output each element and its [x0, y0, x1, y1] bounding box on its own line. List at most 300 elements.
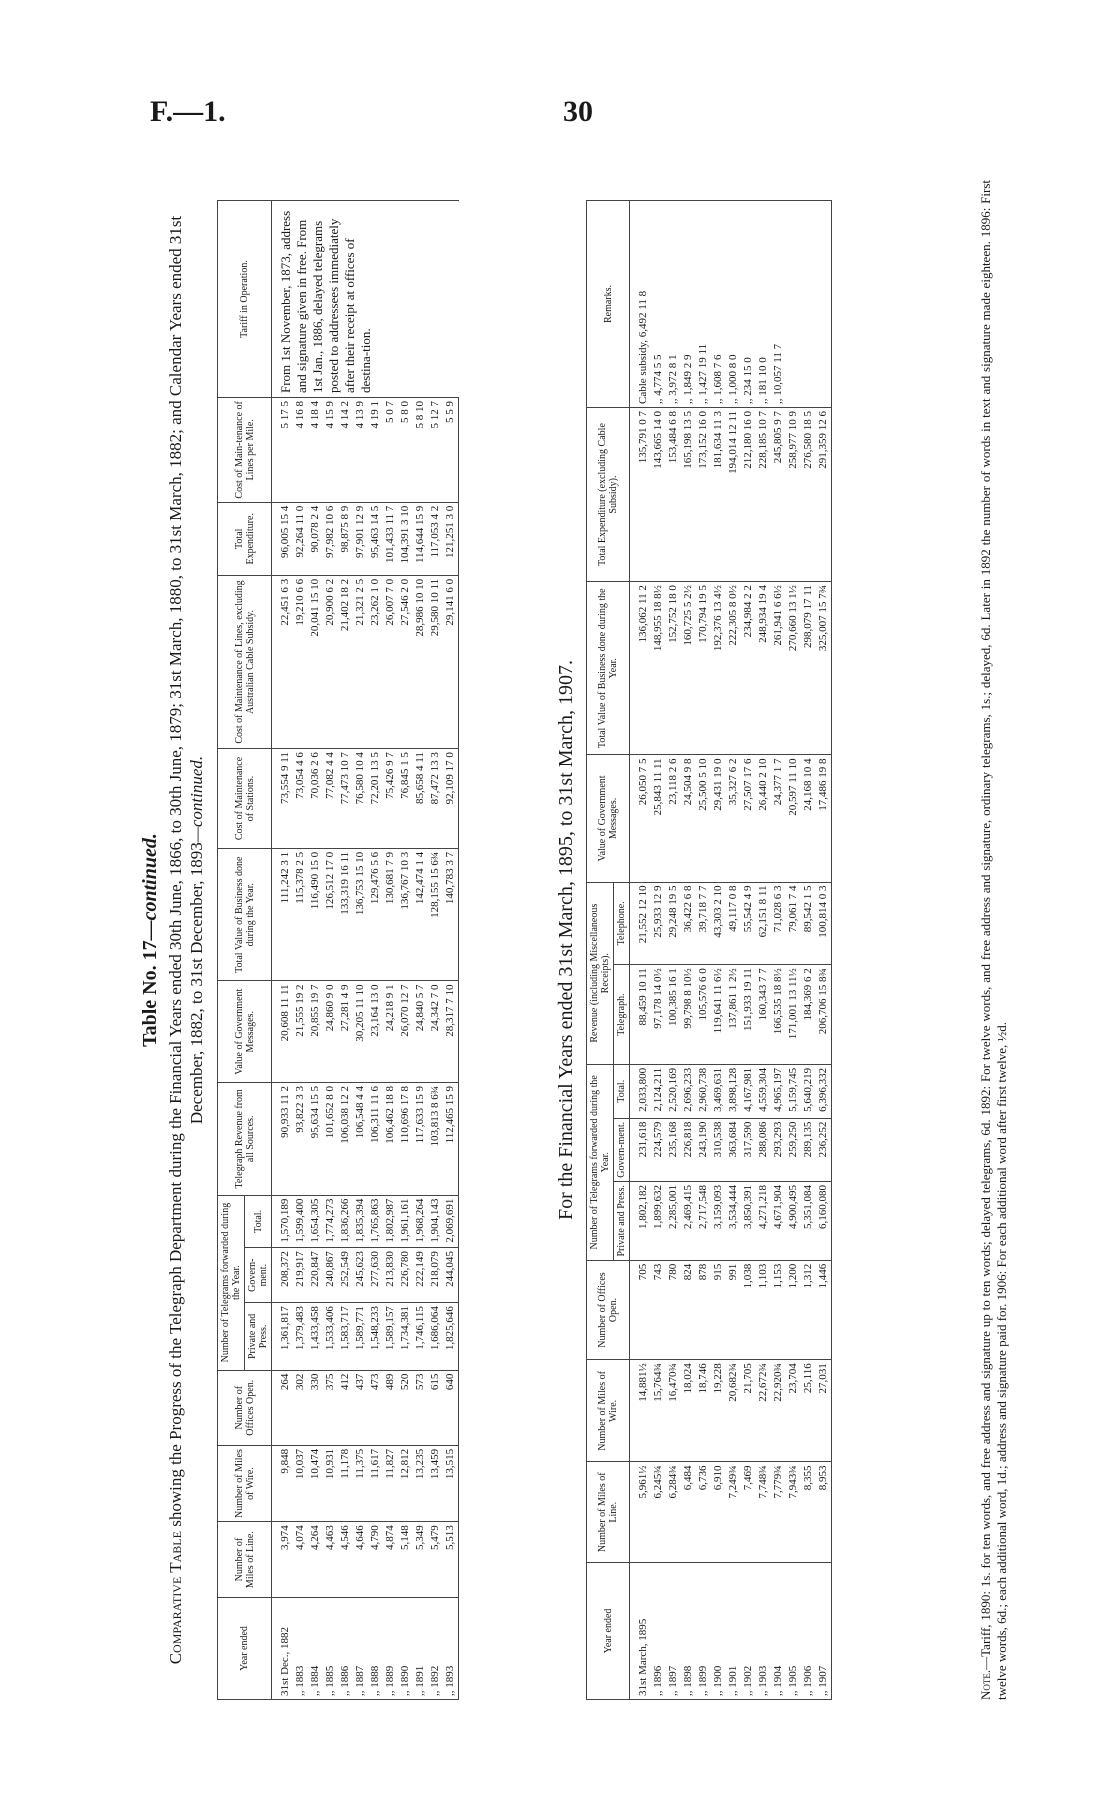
- offices-cell: 743: [651, 1260, 666, 1360]
- private-cell: 2,469,415: [681, 1181, 696, 1260]
- wire-cell: 13,235: [413, 1445, 428, 1521]
- private-cell: 1,583,717: [338, 1303, 353, 1370]
- exp-cell: 101,433 11 7: [383, 502, 398, 575]
- offices-cell: 375: [323, 1370, 338, 1445]
- phone-cell: 100,814 0 3: [816, 882, 832, 965]
- total-cell: 4,559,304: [756, 1064, 771, 1118]
- col-business: Total Value of Business done during the Year.: [218, 848, 272, 981]
- wire-cell: 11,375: [353, 1445, 368, 1521]
- remarks-cell: ,, 1,000 8 0: [726, 201, 741, 408]
- col2-private: Private and Press.: [614, 1181, 630, 1260]
- total-cell: 6,396,332: [816, 1064, 832, 1118]
- gov-cell: 236,252: [816, 1118, 832, 1181]
- line-cell: 5,961½: [630, 1462, 652, 1563]
- wire-cell: 20,682¾: [726, 1360, 741, 1462]
- stations-cell: 73,054 4 6: [293, 749, 308, 849]
- tel-cell: 100,385 16 1: [666, 965, 681, 1065]
- table2-heading: For the Financial Years ended 31st March, 1895, to 31st March, 1907.: [555, 660, 577, 1220]
- total-cell: 2,124,211: [651, 1064, 666, 1118]
- exp-cell: 114,644 15 9: [413, 502, 428, 575]
- private-cell: 1,686,064: [428, 1303, 443, 1370]
- mile-cell: 4 19 1: [368, 398, 383, 503]
- business-cell: 116,490 15 0: [308, 848, 323, 981]
- gov-cell: 245,623: [353, 1248, 368, 1303]
- business-cell: 133,319 16 11: [338, 848, 353, 981]
- stations-cell: 85,658 4 11: [413, 749, 428, 849]
- govval-cell: 17,486 19 8: [816, 755, 832, 882]
- col2-telegraph: Telegraph.: [614, 965, 630, 1065]
- wire-cell: 9,848: [272, 1445, 294, 1521]
- tel-cell: 97,178 14 0½: [651, 965, 666, 1065]
- gov-cell: 259,250: [786, 1118, 801, 1181]
- tariff-cell: From 1st November, 1873, address and signature given in free. From 1st Jan., 1886, delayed telegrams posted to addressees immediately after their receipt at offices of destina-tion.: [272, 201, 459, 398]
- private-cell: 4,271,218: [756, 1181, 771, 1260]
- col-miles-wire: Number of Miles of Wire.: [218, 1445, 272, 1521]
- offices-cell: 573: [413, 1370, 428, 1445]
- wire-cell: 18,746: [696, 1360, 711, 1462]
- phone-cell: 71,028 6 3: [771, 882, 786, 965]
- stations-cell: 77,473 10 7: [338, 749, 353, 849]
- year-cell: ,, 1904: [771, 1563, 786, 1700]
- phone-cell: 29,248 19 5: [666, 882, 681, 965]
- gov-cell: 310,538: [711, 1118, 726, 1181]
- total-cell: 1,904,143: [428, 1195, 443, 1248]
- rev-cell: 90,933 11 2: [272, 1083, 294, 1196]
- private-cell: 1,825,646: [443, 1303, 459, 1370]
- line-cell: 4,463: [323, 1522, 338, 1598]
- year-cell: ,, 1887: [353, 1598, 368, 1700]
- stations-cell: 70,036 2 6: [308, 749, 323, 849]
- col-private: Private and Press.: [245, 1303, 272, 1370]
- table-row: [398, 201, 413, 1700]
- line-cell: 6,910: [711, 1462, 726, 1563]
- stations-cell: 73,554 9 11: [272, 749, 294, 849]
- exp-cell: 258,977 10 9: [786, 408, 801, 582]
- year-cell: ,, 1902: [741, 1563, 756, 1700]
- business-cell: 222,305 8 0½: [726, 582, 741, 755]
- wire-cell: 16,470¾: [666, 1360, 681, 1462]
- gov-cell: 240,867: [323, 1248, 338, 1303]
- year-cell: ,, 1890: [398, 1598, 413, 1700]
- govval-cell: 21,555 19 2: [293, 981, 308, 1083]
- total-cell: 2,520,169: [666, 1064, 681, 1118]
- govval-cell: 27,281 4 9: [338, 981, 353, 1083]
- line-cell: 4,790: [368, 1522, 383, 1598]
- phone-cell: 62,151 8 11: [756, 882, 771, 965]
- remarks-cell: ,, 181 10 0: [756, 201, 771, 408]
- rev-cell: 112,465 15 9: [443, 1083, 459, 1196]
- col-tariff: Tariff in Operation.: [218, 201, 272, 398]
- remarks-cell: [816, 201, 832, 408]
- line-cell: 4,546: [338, 1522, 353, 1598]
- exp-cell: 117,053 4 2: [428, 502, 443, 575]
- wire-cell: 22,672¾: [756, 1360, 771, 1462]
- tel-cell: 171,001 13 11½: [786, 965, 801, 1065]
- total-cell: 1,968,264: [413, 1195, 428, 1248]
- wire-cell: 11,827: [383, 1445, 398, 1521]
- govval-cell: 24,860 9 0: [323, 981, 338, 1083]
- remarks-cell: ,, 1,608 7 6: [711, 201, 726, 408]
- gov-cell: 293,293: [771, 1118, 786, 1181]
- line-cell: 4,264: [308, 1522, 323, 1598]
- govval-cell: 30,205 11 10: [353, 981, 368, 1083]
- page-number: 30: [563, 95, 593, 128]
- offices-cell: 412: [338, 1370, 353, 1445]
- table-row: [771, 201, 786, 1700]
- table-row: [443, 201, 459, 1700]
- mile-cell: 5 8 0: [398, 398, 413, 503]
- business-cell: 270,660 13 1½: [786, 582, 801, 755]
- gov-cell: 244,045: [443, 1248, 459, 1303]
- business-cell: 142,474 1 4: [413, 848, 428, 981]
- offices-cell: 1,312: [801, 1260, 816, 1360]
- mile-cell: 5 8 10: [413, 398, 428, 503]
- line-cell: 7,943¾: [786, 1462, 801, 1563]
- lines-cell: 22,451 6 3: [272, 575, 294, 748]
- total-cell: 1,654,305: [308, 1195, 323, 1248]
- tel-cell: 151,933 19 11: [741, 965, 756, 1065]
- table-row: [816, 201, 832, 1700]
- govval-cell: 23,164 13 0: [368, 981, 383, 1083]
- table1-heading: [140, 180, 207, 1700]
- line-cell: 5,513: [443, 1522, 459, 1598]
- govval-cell: 20,608 11 11: [272, 981, 294, 1083]
- private-cell: 1,746,115: [413, 1303, 428, 1370]
- tariff-note: [978, 180, 1010, 1700]
- exp-cell: 97,982 10 6: [323, 502, 338, 575]
- year-cell: ,, 1901: [726, 1563, 741, 1700]
- wire-cell: 13,515: [443, 1445, 459, 1521]
- business-cell: 136,062 11 2: [630, 582, 652, 755]
- stations-cell: 76,845 1 5: [398, 749, 413, 849]
- private-cell: 3,159,093: [711, 1181, 726, 1260]
- total-cell: 5,159,745: [786, 1064, 801, 1118]
- col2-offices: Number of Offices Open.: [587, 1260, 630, 1360]
- gov-cell: 288,086: [756, 1118, 771, 1181]
- rev-cell: 106,038 12 2: [338, 1083, 353, 1196]
- table1: [217, 200, 459, 1700]
- line-cell: 7,469: [741, 1462, 756, 1563]
- gov-cell: 235,168: [666, 1118, 681, 1181]
- govval-cell: 26,070 12 7: [398, 981, 413, 1083]
- rev-cell: 117,633 15 9: [413, 1083, 428, 1196]
- govval-cell: 26,440 2 10: [756, 755, 771, 882]
- offices-cell: 615: [428, 1370, 443, 1445]
- total-cell: 1,599,400: [293, 1195, 308, 1248]
- private-cell: 6,160,080: [816, 1181, 832, 1260]
- col-offices: Number of Offices Open.: [218, 1370, 272, 1445]
- wire-cell: 12,812: [398, 1445, 413, 1521]
- table1-title-suffix: —continued.: [187, 755, 206, 843]
- year-cell: ,, 1898: [681, 1563, 696, 1700]
- remarks-cell: Cable subsidy, 6,492 11 8: [630, 201, 652, 408]
- lines-cell: 29,141 6 0: [443, 575, 459, 748]
- total-cell: 2,069,691: [443, 1195, 459, 1248]
- offices-cell: 824: [681, 1260, 696, 1360]
- line-cell: 3,974: [272, 1522, 294, 1598]
- rev-cell: 95,634 15 5: [308, 1083, 323, 1196]
- private-cell: 2,285,001: [666, 1181, 681, 1260]
- govval-cell: 25,500 5 10: [696, 755, 711, 882]
- table2-body: [630, 201, 832, 1700]
- table-row: [801, 201, 816, 1700]
- gov-cell: 363,684: [726, 1118, 741, 1181]
- private-cell: 1,433,458: [308, 1303, 323, 1370]
- business-cell: 126,512 17 0: [323, 848, 338, 981]
- offices-cell: 1,038: [741, 1260, 756, 1360]
- wire-cell: 14,881½: [630, 1360, 652, 1462]
- rev-cell: 106,548 4 4: [353, 1083, 368, 1196]
- phone-cell: 39,718 7 7: [696, 882, 711, 965]
- business-cell: 129,476 5 6: [368, 848, 383, 981]
- remarks-cell: ,, 10,057 11 7: [771, 201, 786, 408]
- gov-cell: 220,847: [308, 1248, 323, 1303]
- rev-cell: 106,462 18 8: [383, 1083, 398, 1196]
- govval-cell: 28,317 7 10: [443, 981, 459, 1083]
- year-cell: ,, 1906: [801, 1563, 816, 1700]
- line-cell: 7,779¾: [771, 1462, 786, 1563]
- govval-cell: 20,597 11 10: [786, 755, 801, 882]
- business-cell: 111,242 3 1: [272, 848, 294, 981]
- business-cell: 152,752 18 0: [666, 582, 681, 755]
- govval-cell: 24,168 10 4: [801, 755, 816, 882]
- total-cell: 1,774,273: [323, 1195, 338, 1248]
- mile-cell: 4 13 9: [353, 398, 368, 503]
- col-total: Total.: [245, 1195, 272, 1248]
- total-cell: 3,469,631: [711, 1064, 726, 1118]
- wire-cell: 23,704: [786, 1360, 801, 1462]
- table-row: [383, 201, 398, 1700]
- offices-cell: 1,446: [816, 1260, 832, 1360]
- govval-cell: 35,327 6 2: [726, 755, 741, 882]
- tel-cell: 105,576 6 0: [696, 965, 711, 1065]
- exp-cell: 92,264 11 0: [293, 502, 308, 575]
- year-cell: ,, 1899: [696, 1563, 711, 1700]
- col-expenditure: Total Expenditure.: [218, 502, 272, 575]
- offices-cell: 780: [666, 1260, 681, 1360]
- stations-cell: 77,082 4 4: [323, 749, 338, 849]
- wire-cell: 10,474: [308, 1445, 323, 1521]
- offices-cell: 878: [696, 1260, 711, 1360]
- gov-cell: 224,579: [651, 1118, 666, 1181]
- gov-cell: 231,618: [630, 1118, 652, 1181]
- line-cell: 6,284¾: [666, 1462, 681, 1563]
- govval-cell: 24,218 9 1: [383, 981, 398, 1083]
- line-cell: 4,646: [353, 1522, 368, 1598]
- table-row: [413, 201, 428, 1700]
- gov-cell: 208,372: [272, 1248, 294, 1303]
- business-cell: 148,955 18 8½: [651, 582, 666, 755]
- table-row: [353, 201, 368, 1700]
- private-cell: 1,589,771: [353, 1303, 368, 1370]
- table1-title: showing the Progress of the Telegraph Department during the Financial Years ended 30th June, 1866, to 30th June, 1879; 31st March, 1880, to 31st March, 1882; and Calendar Years ended 31st December, 1882, to 31st December, 1893: [166, 215, 206, 1527]
- phone-cell: 49,117 0 8: [726, 882, 741, 965]
- gov-cell: 317,590: [741, 1118, 756, 1181]
- offices-cell: 437: [353, 1370, 368, 1445]
- govval-cell: 24,377 1 7: [771, 755, 786, 882]
- col2-government: Govern-ment.: [614, 1118, 630, 1181]
- lines-cell: 23,262 1 0: [368, 575, 383, 748]
- offices-cell: 1,200: [786, 1260, 801, 1360]
- wire-cell: 11,617: [368, 1445, 383, 1521]
- business-cell: 325,007 15 7¾: [816, 582, 832, 755]
- table-row: [786, 201, 801, 1700]
- gov-cell: 277,630: [368, 1248, 383, 1303]
- rev-cell: 106,311 11 6: [368, 1083, 383, 1196]
- year-cell: ,, 1891: [413, 1598, 428, 1700]
- line-cell: 6,736: [696, 1462, 711, 1563]
- exp-cell: 121,251 3 0: [443, 502, 459, 575]
- remarks-cell: ,, 4,774 5 5: [651, 201, 666, 408]
- tel-cell: 137,861 1 2½: [726, 965, 741, 1065]
- business-cell: 234,984 2 2: [741, 582, 756, 755]
- business-cell: 298,079 17 11: [801, 582, 816, 755]
- col-miles-line: Number of Miles of Line.: [218, 1522, 272, 1598]
- mile-cell: 5 0 7: [383, 398, 398, 503]
- table2: [586, 200, 832, 1700]
- offices-cell: 473: [368, 1370, 383, 1445]
- stations-cell: 76,580 10 4: [353, 749, 368, 849]
- govval-cell: 23,118 2 6: [666, 755, 681, 882]
- table-row: [741, 201, 756, 1700]
- wire-cell: 11,178: [338, 1445, 353, 1521]
- exp-cell: 276,580 18 5: [801, 408, 816, 582]
- year-cell: 31st Dec., 1882: [272, 1598, 294, 1700]
- wire-cell: 18,024: [681, 1360, 696, 1462]
- remarks-cell: ,, 3,972 8 1: [666, 201, 681, 408]
- total-cell: 1,961,161: [398, 1195, 413, 1248]
- line-cell: 5,479: [428, 1522, 443, 1598]
- mile-cell: 5 5 9: [443, 398, 459, 503]
- lines-cell: 20,041 15 10: [308, 575, 323, 748]
- total-cell: 2,960,738: [696, 1064, 711, 1118]
- wire-cell: 15,764¾: [651, 1360, 666, 1462]
- total-cell: 2,033,800: [630, 1064, 652, 1118]
- wire-cell: 25,116: [801, 1360, 816, 1462]
- private-cell: 1,533,406: [323, 1303, 338, 1370]
- business-cell: 248,934 19 4: [756, 582, 771, 755]
- note-lead: Note.: [978, 1669, 993, 1700]
- private-cell: 1,379,483: [293, 1303, 308, 1370]
- tel-cell: 184,369 6 2: [801, 965, 816, 1065]
- lines-cell: 27,546 2 0: [398, 575, 413, 748]
- total-cell: 5,640,219: [801, 1064, 816, 1118]
- mile-cell: 4 18 4: [308, 398, 323, 503]
- business-cell: 130,681 7 9: [383, 848, 398, 981]
- table1-block: [140, 180, 570, 1700]
- year-cell: ,, 1884: [308, 1598, 323, 1700]
- phone-cell: 89,542 1 5: [801, 882, 816, 965]
- year-cell: ,, 1883: [293, 1598, 308, 1700]
- line-cell: 4,874: [383, 1522, 398, 1598]
- exp-cell: 212,180 16 0: [741, 408, 756, 582]
- tel-cell: 119,641 11 6½: [711, 965, 726, 1065]
- col-revenue: Telegraph Revenue from all Sources.: [218, 1083, 272, 1196]
- total-cell: 2,696,233: [681, 1064, 696, 1118]
- year-cell: ,, 1900: [711, 1563, 726, 1700]
- table-row: [323, 201, 338, 1700]
- mile-cell: 5 12 7: [428, 398, 443, 503]
- gov-cell: 289,135: [801, 1118, 816, 1181]
- table-row: [272, 201, 294, 1700]
- private-cell: 3,534,444: [726, 1181, 741, 1260]
- tel-cell: 206,706 15 8¾: [816, 965, 832, 1065]
- total-cell: 1,835,394: [353, 1195, 368, 1248]
- business-cell: 115,378 2 5: [293, 848, 308, 981]
- govval-cell: 27,507 17 6: [741, 755, 756, 882]
- year-cell: ,, 1888: [368, 1598, 383, 1700]
- govval-cell: 29,431 19 0: [711, 755, 726, 882]
- private-cell: 1,361,817: [272, 1303, 294, 1370]
- business-cell: 170,794 19 5: [696, 582, 711, 755]
- col2-remarks: Remarks.: [587, 201, 630, 408]
- year-cell: ,, 1897: [666, 1563, 681, 1700]
- col-per-mile: Cost of Main-tenance of Lines per Mile.: [218, 398, 272, 503]
- offices-cell: 330: [308, 1370, 323, 1445]
- year-cell: ,, 1903: [756, 1563, 771, 1700]
- table-row: [338, 201, 353, 1700]
- table-row: [726, 201, 741, 1700]
- phone-cell: 43,303 2 10: [711, 882, 726, 965]
- page-header: [0, 0, 1114, 140]
- business-cell: 192,376 13 4½: [711, 582, 726, 755]
- table-row: [630, 201, 652, 1700]
- stations-cell: 87,472 13 3: [428, 749, 443, 849]
- remarks-cell: [801, 201, 816, 408]
- year-cell: ,, 1889: [383, 1598, 398, 1700]
- table-number: [140, 180, 161, 1700]
- table-row: [666, 201, 681, 1700]
- col2-miles-wire: Number of Miles of Wire.: [587, 1360, 630, 1462]
- tel-cell: 166,535 18 8½: [771, 965, 786, 1065]
- phone-cell: 79,061 7 4: [786, 882, 801, 965]
- col-year-ended: Year ended: [218, 1598, 272, 1700]
- remarks-cell: ,, 1,427 19 11: [696, 201, 711, 408]
- exp-cell: 95,463 14 5: [368, 502, 383, 575]
- line-cell: 5,349: [413, 1522, 428, 1598]
- col-telegrams-group: Number of Telegrams forwarded during the Year.: [218, 1195, 245, 1370]
- remarks-cell: ,, 1,849 2 9: [681, 201, 696, 408]
- private-cell: 1,802,182: [630, 1181, 652, 1260]
- lines-cell: 28,986 10 10: [413, 575, 428, 748]
- private-cell: 2,717,548: [696, 1181, 711, 1260]
- phone-cell: 55,542 4 9: [741, 882, 756, 965]
- rev-cell: 103,813 8 6¾: [428, 1083, 443, 1196]
- govval-cell: 24,342 7 0: [428, 981, 443, 1083]
- exp-cell: 98,875 8 9: [338, 502, 353, 575]
- business-cell: 140,783 3 7: [443, 848, 459, 981]
- govval-cell: 24,840 5 7: [413, 981, 428, 1083]
- offices-cell: 1,103: [756, 1260, 771, 1360]
- private-cell: 1,734,381: [398, 1303, 413, 1370]
- private-cell: 3,850,391: [741, 1181, 756, 1260]
- lines-cell: 21,321 2 5: [353, 575, 368, 748]
- page-reference: F.—1.: [150, 95, 226, 128]
- business-cell: 160,725 5 2½: [681, 582, 696, 755]
- lines-cell: 21,402 18 2: [338, 575, 353, 748]
- exp-cell: 291,359 12 6: [816, 408, 832, 582]
- wire-cell: 13,459: [428, 1445, 443, 1521]
- private-cell: 1,589,157: [383, 1303, 398, 1370]
- wire-cell: 10,037: [293, 1445, 308, 1521]
- exp-cell: 143,665 14 0: [651, 408, 666, 582]
- year-cell: ,, 1885: [323, 1598, 338, 1700]
- private-cell: 4,671,904: [771, 1181, 786, 1260]
- table-row: [428, 201, 443, 1700]
- exp-cell: 97,901 12 9: [353, 502, 368, 575]
- col-govt-value: Value of Government Messages.: [218, 981, 272, 1083]
- line-cell: 5,148: [398, 1522, 413, 1598]
